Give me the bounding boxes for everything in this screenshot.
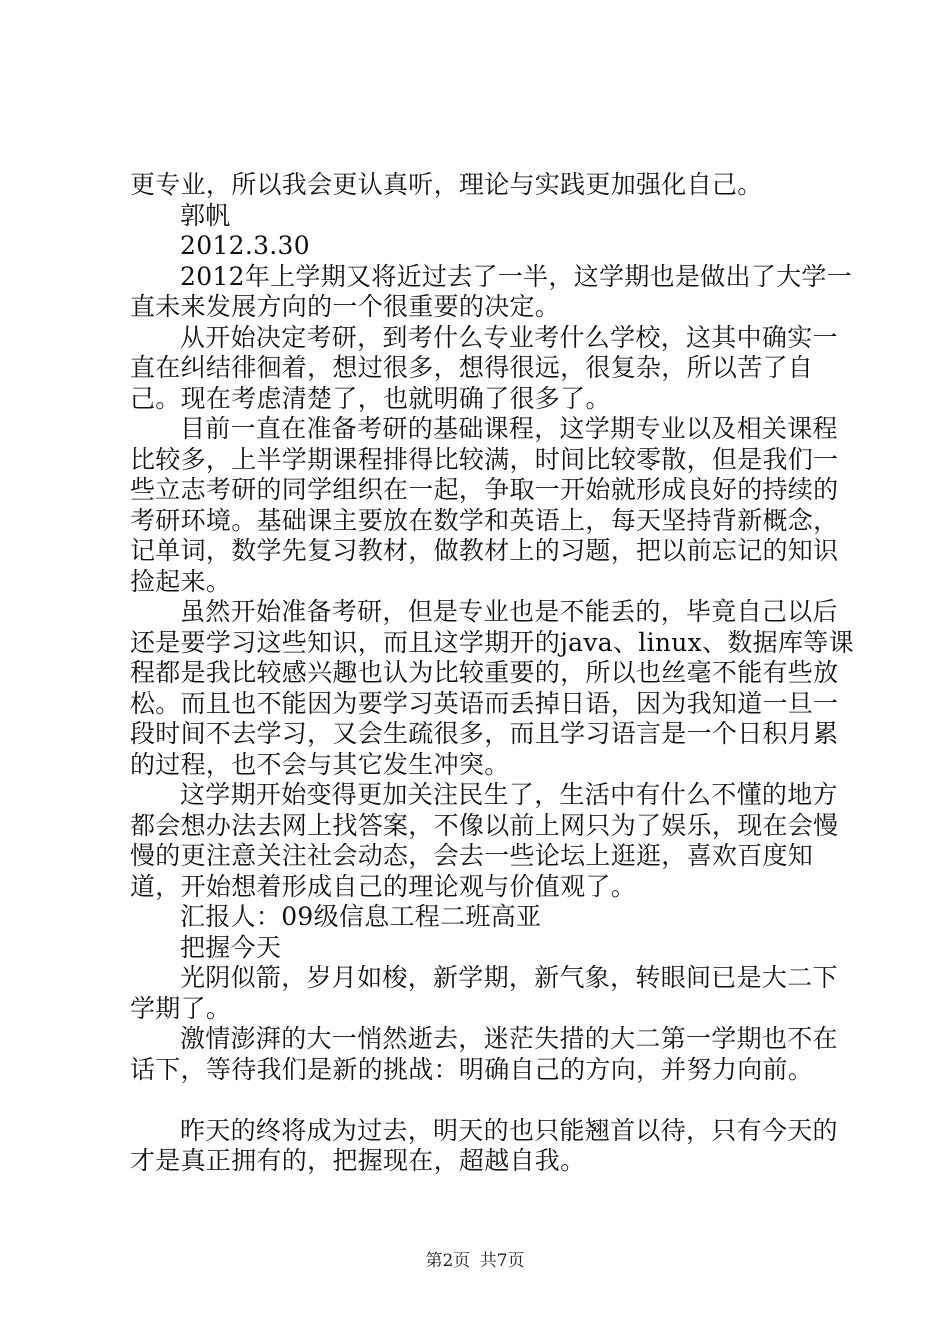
paragraph: 2012年上学期又将近过去了一半，这学期也是做出了大学一直未来发展方向的一个很重要的决定。 <box>130 261 853 321</box>
page-total: 共7页 <box>479 1251 525 1271</box>
paragraph: 这学期开始变得更加关注民生了，生活中有什么不懂的地方都会想办法去网上找答案，不像以前上网只为了娱乐，现在会慢慢的更注意关注社会动态，会去一些论坛上逛逛，喜欢百度知道，开始想着形成自己的理论观与价值观了。 <box>130 780 839 901</box>
section-title: 把握今天 <box>180 932 282 962</box>
paragraph: 昨天的终将成为过去，明天的也只能翘首以待，只有今天的才是真正拥有的，把握现在，超越自我。 <box>130 1115 838 1175</box>
document-body <box>130 170 855 1177</box>
paragraph: 光阴似箭，岁月如梭，新学期，新气象，转眼间已是大二下学期了。 <box>130 963 838 1023</box>
paragraph: 目前一直在准备考研的基础课程，这学期专业以及相关课程比较多，上半学期课程排得比较满，时间比较零散，但是我们一些立志考研的同学组织在一起，争取一开始就形成良好的持续的考研环境。基础课主要放在数学和英语上，每天坚持背新概念，记单词，数学先复习教材，做教材上的习题，把以前忘记的知识捡起来。 <box>130 414 839 596</box>
paragraph: 虽然开始准备考研，但是专业也是不能丢的，毕竟自己以后还是要学习这些知识，而且这学期开的java、linux、数据库等课程都是我比较感兴趣也认为比较重要的，所以也丝毫不能有些放松。而且也不能因为要学习英语而丢掉日语，因为我知道一旦一段时间不去学习，又会生疏很多，而且学习语言是一个日积月累的过程，也不会与其它发生冲突。 <box>130 597 854 779</box>
page-number: 第2页 <box>425 1251 471 1271</box>
reporter-line: 汇报人：09级信息工程二班高亚 <box>180 902 542 931</box>
page-footer <box>0 1246 950 1271</box>
blank-line <box>130 1085 855 1116</box>
paragraph: 激情澎湃的大一悄然逝去，迷茫失措的大二第一学期也不在话下，等待我们是新的挑战：明确自己的方向，并努力向前。 <box>130 1024 838 1084</box>
date-line: 2012.3.30 <box>180 231 310 260</box>
paragraph: 更专业，所以我会更认真听，理论与实践更加强化自己。 <box>130 170 763 199</box>
author-name: 郭帆 <box>180 200 231 230</box>
paragraph: 从开始决定考研，到考什么专业考什么学校，这其中确实一直在纠结徘徊着，想过很多，想得很远，很复杂，所以苦了自己。现在考虑清楚了，也就明确了很多了。 <box>130 322 838 413</box>
